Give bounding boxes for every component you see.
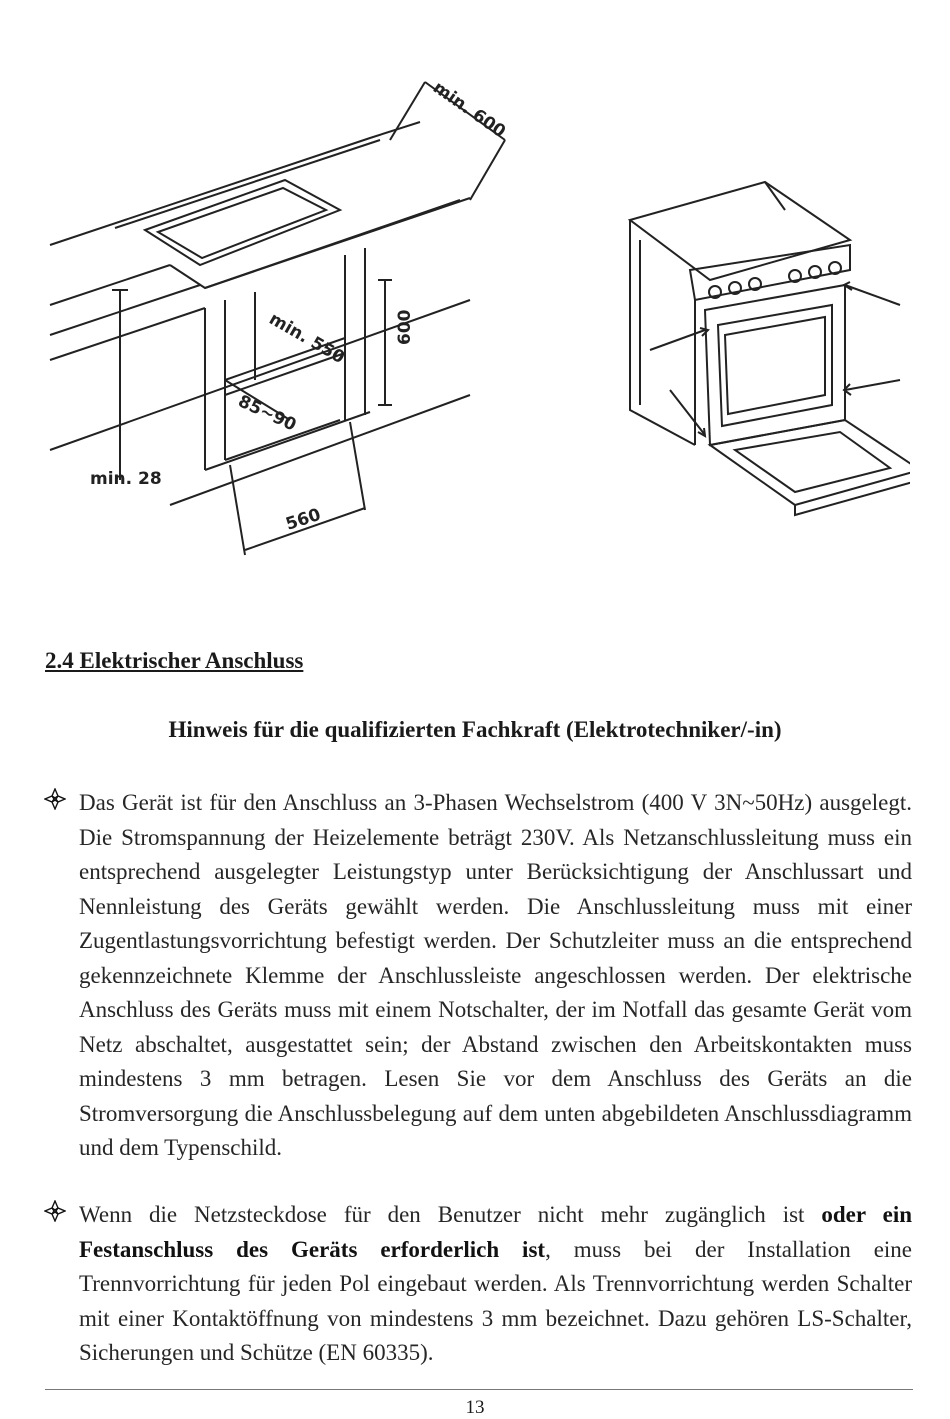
cabinet-installation-drawing [40, 60, 510, 560]
note-heading: Hinweis für die qualifizierten Fachkraft (Elektrotechniker/-in) [168, 717, 782, 742]
page-number: 13 [465, 1397, 485, 1418]
footer-divider [45, 1389, 913, 1390]
bullet-text-end: , muss bei der Installation eine Trennvorrichtung für jeden Pol eingebaut werden. Als Trennvorrichtung werden Schalter mit einer Kontaktöffnung von mindestens 3 mm bezeichnet. Dazu gehören LS-Schalter, Sicherungen und Schütze (EN 60335). [79, 1236, 912, 1365]
dim-560: 560 [283, 504, 324, 535]
section-heading: 2.4 Elektrischer Anschluss [45, 648, 304, 673]
diamond-bullet-icon [44, 1200, 66, 1222]
installation-figures [0, 0, 950, 610]
dim-85-90: 85~90 [234, 391, 300, 436]
bullet-text: Das Gerät ist für den Anschluss an 3-Phasen Wechselstrom (400 V 3N~50Hz) ausgelegt. Die Stromspannung der Heizelemente beträgt 230V. Als Netzanschlussleitung muss ein entsprechend ausgelegter Leistungstyp unter Berücksichtigung der Anschlussart und Nennleistung des Geräts gewählt werden. Die Anschlussleitung muss mit einer Zugentlastungsvorrichtung befestigt werden. Der Schutzleiter muss an die entsprechend gekennzeichnete Klemme der Anschlussleiste angeschlossen werden. Der elektrische Anschluss des Geräts muss mit einem Notschalter, der im Notfall das gesamte Gerät vom Netz abschaltet, ausgestattet sein; der Abstand zwischen den Arbeitskontakten muss mindestens 3 mm betragen. Lesen Sie vor dem Anschluss des Geräts an die Stromversorgung die Anschlussbelegung auf dem unten abgebildeten Anschlussdiagramm und dem Typenschild. [79, 790, 912, 1160]
bullet-text-start: Wenn die Netzsteckdose für den Benutzer nicht mehr zugänglich ist [79, 1202, 822, 1227]
bullet-item [44, 1198, 912, 1371]
bullet-text [79, 1198, 912, 1371]
dim-min-550: min. 550 [265, 309, 348, 369]
oven-installation-icon [600, 170, 910, 520]
diamond-bullet-icon [44, 788, 66, 810]
bullet-item [44, 786, 912, 1166]
bullet-text-bold: oder ein Festanschluss des Geräts erforderlich ist [79, 1202, 913, 1262]
dim-600: 600 [395, 309, 415, 345]
dim-min-600: min. 600 [429, 77, 510, 142]
dim-min-28: min. 28 [90, 469, 162, 489]
